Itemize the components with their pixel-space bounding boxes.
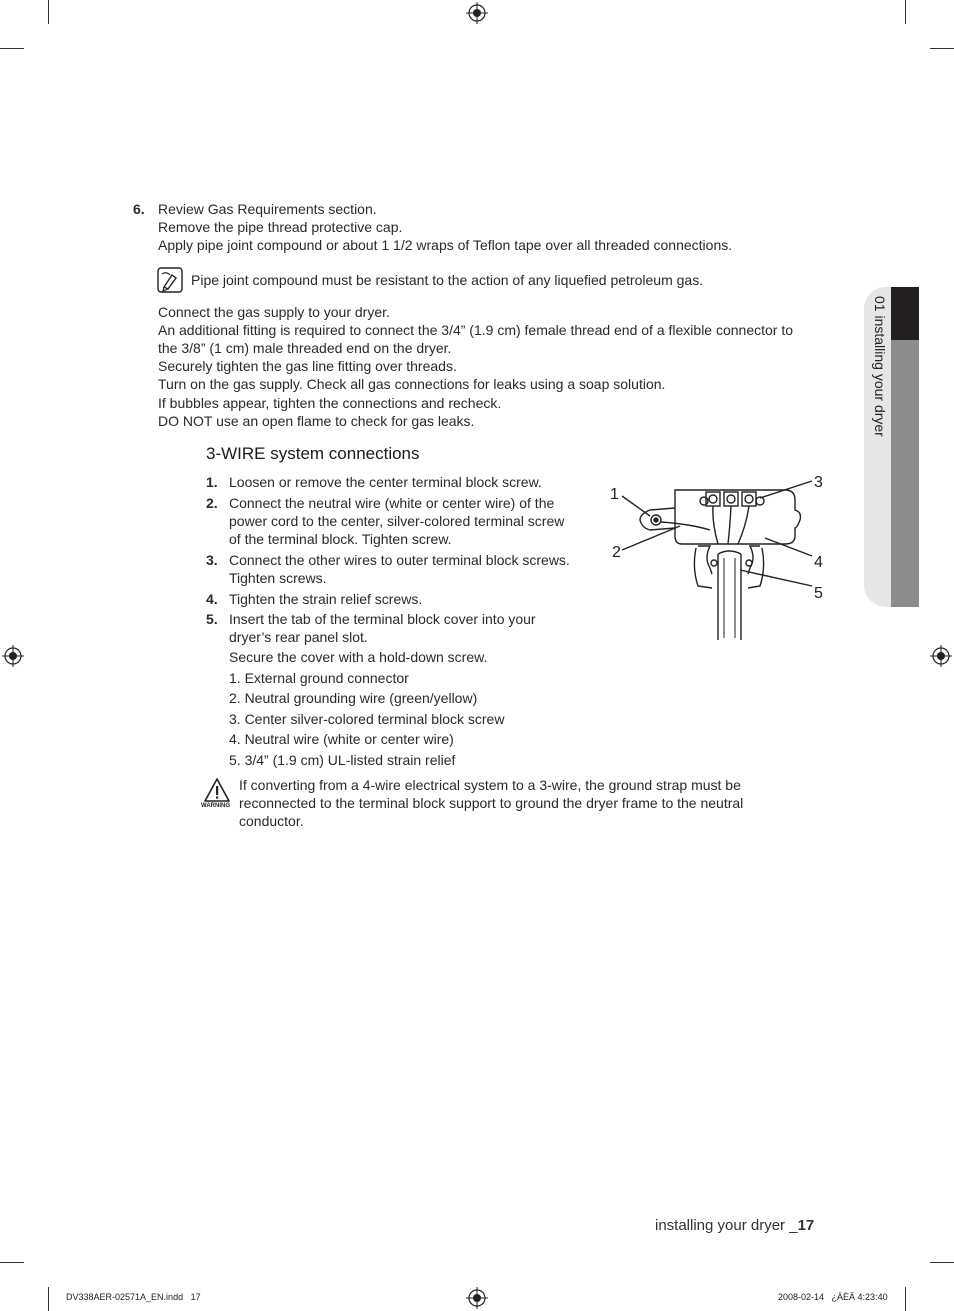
step6-line: Apply pipe joint compound or about 1 1/2 wraps of Teflon tape over all threaded connections. bbox=[158, 237, 733, 253]
step-line: Loosen or remove the center terminal block screw. bbox=[229, 474, 542, 490]
crop-mark bbox=[905, 1287, 906, 1311]
step6-line: Review Gas Requirements section. bbox=[158, 201, 377, 217]
crop-mark bbox=[930, 1262, 954, 1263]
step-number: 4. bbox=[206, 591, 218, 607]
registration-mark-icon bbox=[466, 2, 488, 24]
step-line: Connect the other wires to outer terminal block screws. bbox=[229, 552, 570, 568]
footer-section: installing your dryer _ bbox=[655, 1217, 798, 1234]
chapter-tab-marker bbox=[891, 287, 919, 340]
warning-line: conductor. bbox=[239, 813, 304, 829]
chapter-tab-bar bbox=[891, 340, 919, 607]
step-line: Insert the tab of the terminal block cover into your bbox=[229, 611, 536, 627]
registration-mark-icon bbox=[930, 645, 952, 667]
step-line: of the terminal block. Tighten screw. bbox=[229, 531, 452, 547]
legend-item: 4. Neutral wire (white or center wire) bbox=[229, 731, 454, 747]
warning-icon bbox=[203, 777, 231, 803]
step6-line: An additional fitting is required to connect the 3/4” (1.9 cm) female thread end of a flexible connector to bbox=[158, 322, 794, 338]
step6-line: DO NOT use an open flame to check for gas leaks. bbox=[158, 413, 475, 429]
step-line: dryer’s rear panel slot. bbox=[229, 629, 368, 645]
registration-mark-icon bbox=[466, 1287, 488, 1309]
legend-item: 5. 3/4” (1.9 cm) UL-listed strain relief bbox=[229, 752, 456, 768]
crop-mark bbox=[0, 48, 24, 49]
crop-mark bbox=[905, 0, 906, 24]
step-number: 2. bbox=[206, 495, 218, 511]
step-number: 5. bbox=[206, 611, 218, 627]
step-line: Tighten the strain relief screws. bbox=[229, 591, 423, 607]
legend-item: 3. Center silver-colored terminal block screw bbox=[229, 711, 505, 727]
step-line: power cord to the center, silver-colored terminal screw bbox=[229, 513, 565, 529]
step-line: Connect the neutral wire (white or center wire) of the bbox=[229, 495, 555, 511]
section-heading: 3-WIRE system connections bbox=[206, 444, 420, 463]
page-footer bbox=[655, 1217, 814, 1234]
crop-mark bbox=[48, 0, 49, 24]
legend-item: 1. External ground connector bbox=[229, 670, 409, 686]
callout-number: 4 bbox=[814, 554, 823, 571]
step6-line: Remove the pipe thread protective cap. bbox=[158, 219, 403, 235]
step6-line: Securely tighten the gas line fitting over threads. bbox=[158, 358, 457, 374]
file-info: DV338AER-02571A_EN.indd 17 bbox=[66, 1292, 201, 1302]
step-number: 1. bbox=[206, 474, 218, 490]
page-number: 17 bbox=[797, 1217, 815, 1234]
step-number: 6. bbox=[133, 201, 145, 217]
legend-item: 2. Neutral grounding wire (green/yellow) bbox=[229, 690, 478, 706]
registration-mark-icon bbox=[2, 645, 24, 667]
chapter-tab-label: 01 installing your dryer bbox=[872, 296, 888, 437]
callout-number: 2 bbox=[612, 544, 621, 561]
step6-line: the 3/8” (1 cm) male threaded end on the dryer. bbox=[158, 340, 452, 356]
step6-line: Connect the gas supply to your dryer. bbox=[158, 304, 390, 320]
step-line: Secure the cover with a hold-down screw. bbox=[229, 649, 488, 665]
crop-mark bbox=[930, 48, 954, 49]
warning-line: If converting from a 4-wire electrical system to a 3-wire, the ground strap must be bbox=[239, 777, 741, 793]
print-timestamp: 2008-02-14 ¿ÀÈÄ 4:23:40 bbox=[778, 1292, 888, 1302]
callout-number: 1 bbox=[610, 486, 619, 503]
terminal-block-diagram bbox=[600, 468, 840, 648]
note-text: Pipe joint compound must be resistant to the action of any liquefied petroleum gas. bbox=[191, 272, 704, 288]
crop-mark bbox=[48, 1287, 49, 1311]
callout-number: 3 bbox=[814, 474, 823, 491]
step-number: 3. bbox=[206, 552, 218, 568]
warning-line: reconnected to the terminal block support to ground the dryer frame to the neutral bbox=[239, 795, 744, 811]
note-icon bbox=[157, 267, 183, 293]
warning-label: WARNING bbox=[201, 803, 230, 809]
callout-number: 5 bbox=[814, 585, 823, 602]
step6-line: If bubbles appear, tighten the connections and recheck. bbox=[158, 395, 502, 411]
step6-line: Turn on the gas supply. Check all gas connections for leaks using a soap solution. bbox=[158, 376, 666, 392]
crop-mark bbox=[0, 1262, 24, 1263]
step-line: Tighten screws. bbox=[229, 570, 327, 586]
